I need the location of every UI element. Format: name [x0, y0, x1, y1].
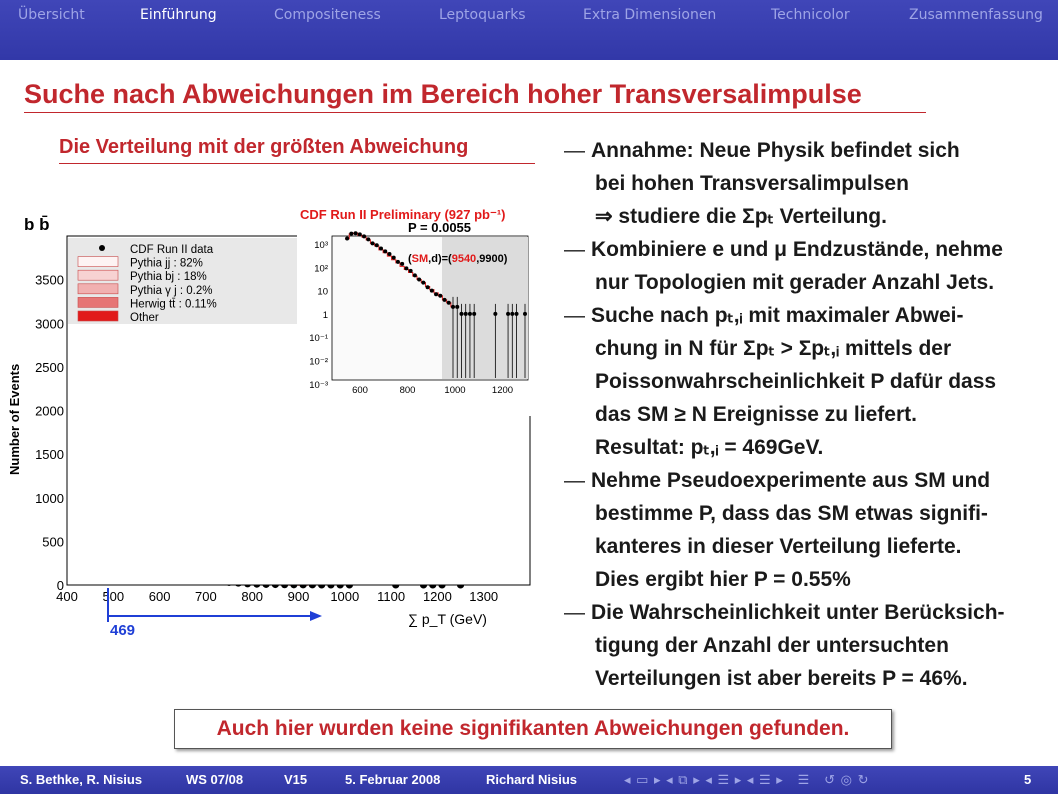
inset-annotation: [408, 253, 508, 265]
marker-label: 469: [110, 622, 136, 639]
inset-data-point: [464, 312, 468, 316]
y-axis-title: Number of Events: [7, 363, 22, 475]
inset-data-point: [396, 260, 400, 264]
x-tick-label: 600: [148, 589, 171, 604]
inset-annotation-part: 9540: [451, 253, 477, 265]
inset-data-point: [472, 312, 476, 316]
nav-tab-compositeness[interactable]: Compositeness: [274, 7, 381, 23]
inset-data-point: [421, 281, 425, 285]
y-tick-label: 1500: [35, 447, 64, 463]
x-tick-label: 900: [287, 589, 310, 604]
inset-data-point: [438, 294, 442, 298]
legend-label: Pythia bj : 18%: [130, 271, 207, 284]
bullet-dash: —: [564, 601, 585, 624]
bullet-line: Resultat: pₜ,ᵢ = 469GeV.: [595, 436, 824, 459]
inset-data-point: [409, 269, 413, 273]
y-tick-label: 3000: [35, 316, 64, 332]
bullet-line: Dies ergibt hier P = 0.55%: [595, 568, 851, 591]
inset-y-tick-label: 10³: [314, 240, 328, 251]
inset-annotation-part: (: [408, 253, 412, 265]
bullet-line: ⇒ studiere die Σpₜ Verteilung.: [595, 205, 887, 228]
x-axis-title: ∑ p_T (GeV): [408, 611, 487, 627]
slide-title: Suche nach Abweichungen im Bereich hoher Transversalimpulse: [24, 79, 862, 109]
inset-x-tick-label: 600: [352, 385, 368, 396]
subtitle-underline: [59, 163, 535, 164]
plot-subtitle: Die Verteilung mit der größten Abweichung: [59, 136, 469, 158]
inset-data-point: [434, 292, 438, 296]
inset-data-point: [383, 249, 387, 253]
bullet-wahrscheinlichkeit: [564, 596, 1058, 695]
footer-bar: [0, 766, 1058, 794]
nav-tab-einfuehrung[interactable]: Einführung: [140, 7, 217, 23]
inset-data-point: [515, 312, 519, 316]
x-tick-label: 1000: [330, 589, 360, 604]
bullet-line: Annahme: Neue Physik befindet sich: [591, 139, 960, 162]
x-tick-label: 500: [102, 589, 125, 604]
x-tick-label: 1100: [377, 589, 406, 604]
nav-tab-zusammenfassung[interactable]: Zusammenfassung: [909, 7, 1043, 23]
footer-date: 5. Februar 2008: [345, 772, 441, 787]
inset-data-point: [447, 301, 451, 305]
bullet-line: Nehme Pseudoexperimente aus SM und: [591, 469, 991, 492]
inset-y-tick-label: 10⁻³: [309, 379, 328, 391]
bullet-line: Kombiniere e und μ Endzustände, nehme: [591, 238, 1003, 261]
inset-data-point: [345, 237, 349, 241]
inset-data-point: [426, 285, 430, 289]
bullet-suche: [564, 299, 1058, 464]
bullet-pseudoexperimente: [564, 464, 1058, 596]
inset-x-tick-label: 1200: [491, 385, 514, 396]
y-tick-label: 0: [56, 578, 64, 593]
inset-data-point: [349, 232, 353, 236]
inset-data-point: [371, 241, 375, 245]
legend-swatch: [78, 311, 118, 321]
inset-data-point: [443, 298, 447, 302]
inset-data-point: [413, 273, 417, 277]
legend-label: Pythia jj : 82%: [130, 257, 203, 270]
footer-lecture: V15: [284, 772, 308, 787]
inset-data-point: [362, 234, 366, 238]
inset-data-point: [523, 312, 527, 316]
bullet-line: Die Wahrscheinlichkeit unter Berücksich-: [591, 601, 1005, 624]
footer-authors: S. Bethke, R. Nisius: [20, 772, 143, 787]
bullet-line: Suche nach pₜ,ᵢ mit maximaler Abwei-: [591, 304, 964, 327]
histogram-chart: [0, 170, 560, 650]
legend-label: Other: [130, 312, 159, 324]
inset-data-point: [506, 312, 510, 316]
inset-annotation-part: SM: [411, 253, 429, 265]
x-tick-label: 400: [56, 589, 78, 604]
bullet-line: bestimme P, dass das SM etwas signifi-: [595, 502, 988, 525]
footer-page-number: 5: [1024, 772, 1032, 787]
inset-data-point: [468, 312, 472, 316]
nav-tab-technicolor[interactable]: Technicolor: [771, 7, 850, 23]
inset-annotation-part: ,d)=(: [428, 253, 452, 265]
bullet-line: tigung der Anzahl der untersuchten: [595, 634, 949, 657]
inset-data-point: [379, 247, 383, 251]
nav-tab-leptoquarks[interactable]: Leptoquarks: [439, 7, 526, 23]
y-tick-label: 500: [42, 534, 64, 550]
legend-swatch: [78, 257, 118, 267]
inset-data-point: [493, 312, 497, 316]
bullet-line: chung in N für Σpₜ > Σpₜ,ᵢ mittels der: [595, 337, 952, 360]
y-tick-label: 2000: [35, 403, 64, 419]
inset-data-point: [455, 305, 459, 309]
legend-swatch: [78, 284, 118, 294]
channel-label: b b̄: [24, 215, 50, 234]
x-tick-label: 700: [195, 589, 217, 604]
legend-swatch: [78, 297, 118, 307]
inset-x-tick-label: 800: [399, 385, 416, 396]
bullet-dash: —: [564, 304, 585, 327]
top-navigation-bar: [0, 0, 1058, 60]
inset-data-point: [366, 237, 370, 241]
x-tick-label: 1200: [422, 589, 452, 604]
x-tick-label: 1300: [469, 589, 499, 604]
inset-data-point: [358, 232, 362, 236]
conclusion-box: Auch hier wurden keine signifikanten Abweichungen gefunden.: [174, 709, 892, 749]
bullet-line: nur Topologien mit gerader Anzahl Jets.: [595, 271, 995, 294]
inset-data-point: [404, 266, 408, 270]
y-tick-label: 1000: [35, 490, 64, 506]
nav-tab-uebersicht[interactable]: Übersicht: [18, 7, 85, 23]
inset-data-point: [392, 256, 396, 260]
inset-annotation-part: ,9900): [476, 253, 508, 265]
inset-x-tick-label: 1000: [444, 385, 466, 396]
histogram-figure: [0, 170, 560, 650]
inset-data-point: [459, 312, 463, 316]
x-tick-label: 800: [241, 589, 264, 604]
inset-y-tick-label: 10: [317, 286, 328, 298]
inset-y-tick-label: 1: [322, 309, 328, 321]
y-tick-label: 2500: [35, 359, 64, 375]
legend-label: Pythia γ j : 0.2%: [130, 284, 213, 297]
inset-data-point: [417, 277, 421, 281]
legend-swatch: [78, 270, 118, 280]
footer-term: WS 07/08: [186, 772, 244, 787]
bullet-line: das SM ≥ N Ereignisse zu liefert.: [595, 403, 917, 426]
inset-y-tick-label: 10⁻¹: [309, 333, 328, 345]
inset-data-point: [400, 262, 404, 266]
bullet-annahme: [564, 134, 1058, 233]
marker-arrowhead: [310, 611, 322, 621]
inset-data-point: [354, 231, 358, 235]
bullet-line: kanteres in dieser Verteilung lieferte.: [595, 535, 962, 558]
legend-label: Herwig tt̄ : 0.11%: [130, 298, 217, 311]
title-underline: [24, 112, 926, 113]
chart-title: CDF Run II Preliminary (927 pb⁻¹): [300, 207, 506, 222]
inset-y-tick-label: 10⁻²: [309, 356, 328, 368]
legend-label: CDF Run II data: [130, 244, 214, 256]
bullet-line: bei hohen Transversalimpulsen: [595, 172, 909, 195]
beamer-navigation-icons[interactable]: ◂ ▭ ▸ ◂ ⧉ ▸ ◂ ☰ ▸ ◂ ☰ ▸ ☰ ↺ ◎ ↻: [624, 772, 870, 787]
nav-tab-extra-dimensionen[interactable]: Extra Dimensionen: [583, 7, 717, 23]
inset-data-point: [387, 252, 391, 256]
bullet-dash: —: [564, 139, 585, 162]
bullet-line: Verteilungen ist aber bereits P = 46%.: [595, 667, 968, 690]
inset-p-value: P = 0.0055: [408, 220, 472, 235]
inset-y-tick-label: 10²: [314, 263, 328, 275]
inset-data-point: [375, 243, 379, 247]
footer-speaker: Richard Nisius: [486, 772, 578, 787]
bullet-list: [564, 134, 1058, 695]
bullet-dash: —: [564, 469, 585, 492]
inset-data-point: [510, 312, 514, 316]
y-tick-label: 3500: [35, 272, 64, 288]
bullet-kombiniere: [564, 233, 1058, 299]
bullet-dash: —: [564, 238, 585, 261]
inset-data-point: [430, 289, 434, 293]
inset-data-point: [451, 305, 455, 309]
bullet-line: Poissonwahrscheinlichkeit P dafür dass: [595, 370, 997, 393]
legend-swatch: [99, 245, 105, 251]
